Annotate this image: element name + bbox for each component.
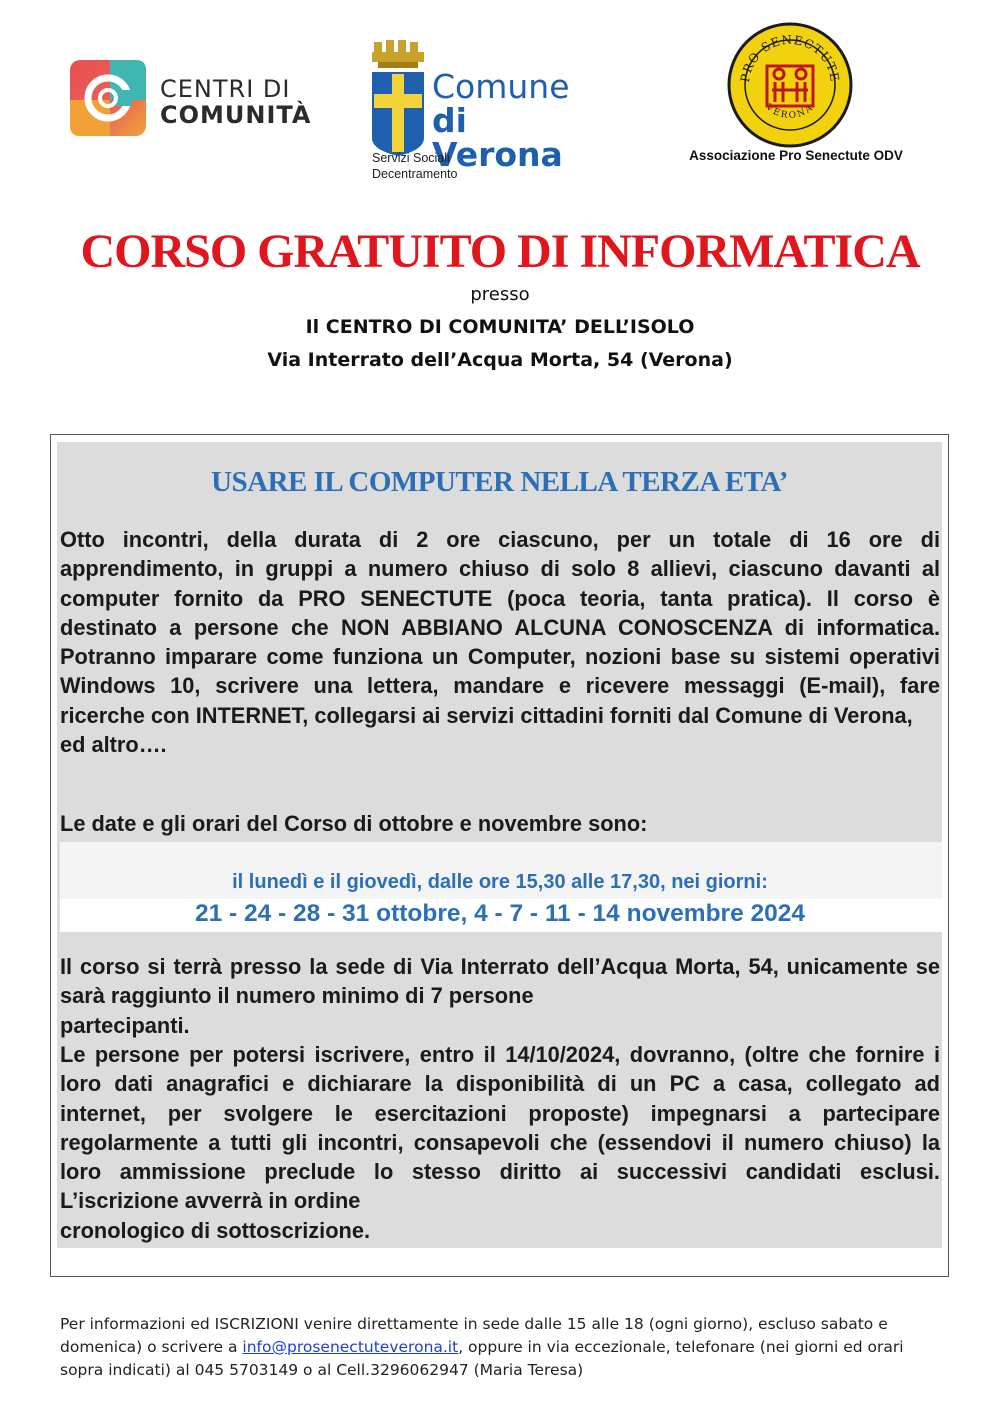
page-title: CORSO GRATUITO DI INFORMATICA (80, 225, 920, 278)
location-note (60, 952, 940, 1040)
contact-footer (60, 1313, 940, 1382)
location-note-end: partecipanti. (60, 1012, 190, 1038)
dates-intro: Le date e gli orari del Corso di ottobre e novembre sono: (60, 811, 648, 836)
enrollment-rules (60, 1040, 940, 1245)
seal-text-top: PRO SENECTUTE (737, 32, 843, 84)
footer-text-before: Per informazioni ed ISCRIZIONI venire direttamente in sede dalle 15 alle 18 (ogni giorno), escluso sabato e domenica) o scrivere a (60, 1315, 888, 1356)
venue-address: Via Interrato dell’Acqua Morta, 54 (Verona) (267, 349, 733, 371)
verona-logo-line1: Comune (432, 67, 570, 106)
pro-senectute-seal-icon (727, 22, 853, 148)
contact-email-link[interactable]: info@prosenectuteverona.it (242, 1338, 459, 1356)
verona-sub-line2: Decentramento (372, 167, 458, 181)
verona-department (372, 150, 457, 182)
schedule-text: il lunedì e il giovedì, dalle ore 15,30 alle 17,30, nei giorni: (232, 871, 768, 893)
enrollment-rules-end: cronologico di sottoscrizione. (60, 1217, 371, 1243)
course-days: 21 - 24 - 28 - 31 ottobre, 4 - 7 - 11 - 14 novembre 2024 (194, 900, 806, 927)
verona-sub-line1: Servizi Sociali (372, 151, 450, 165)
course-title: USARE IL COMPUTER NELLA TERZA ETA’ (211, 466, 788, 498)
verona-logo-line2: di Verona (432, 101, 563, 174)
presso-label: presso (470, 284, 530, 305)
centri-logo-line1: CENTRI DI (160, 75, 291, 103)
footer-text-after: , oppure in via eccezionale, telefonare (nei giorni ed orari sopra indicati) al 045 5703149 o al Cell.3296062947 (Maria Teresa) (60, 1338, 904, 1379)
venue-name: Il CENTRO DI COMUNITA’ DELL’ISOLO (305, 316, 695, 338)
pro-senectute-logo (660, 22, 940, 172)
verona-wordmark (432, 67, 602, 174)
centri-logo-line2: COMUNITÀ (160, 101, 312, 129)
course-description (60, 525, 940, 759)
centri-di-comunita-logo (70, 60, 330, 136)
comune-di-verona-logo (358, 18, 602, 188)
verona-crest-icon (370, 38, 426, 162)
course-description-text: Otto incontri, della durata di 2 ore ciascuno, per un totale di 16 ore di apprendimento, in gruppi a numero chiuso di solo 8 allievi, ciascuno davanti al computer fornito da PRO SENECTUTE (poca teoria, tanta pratica). Il corso è destinato a persone che NON ABBIANO ALCUNA CONOSCENZA di informatica. Potranno imparare come funziona un Computer, nozioni base su sistemi operativi Windows 10, scrivere una lettera, mandare e ricevere messaggi (E-mail), fare ricerche con INTERNET, collegarsi ai servizi cittadini forniti dal Comune di Verona, (60, 527, 940, 728)
centri-di-comunita-wordmark (160, 76, 311, 128)
pro-senectute-caption: Associazione Pro Senectute ODV (689, 148, 903, 163)
seal-text-bottom: VERONA (763, 102, 817, 122)
centri-di-comunita-mark-icon (70, 60, 146, 136)
location-note-text: Il corso si terrà presso la sede di Via Interrato dell’Acqua Morta, 54, unicamente se sarà raggiunto il numero minimo di 7 persone (60, 954, 940, 1009)
course-description-end: ed altro…. (60, 732, 167, 758)
enrollment-rules-text: Le persone per potersi iscrivere, entro il 14/10/2024, dovranno, (oltre che fornire i loro dati anagrafici e dichiarare la disponibilità di un PC a casa, collegato ad internet, per svolgere le esercitazioni proposte) impegnarsi a partecipare regolarmente a tutti gli incontri, consapevoli che (essendovi il numero chiuso) la loro ammissione preclude lo stesso diritto ai successivi candidati esclusi. L’iscrizione avverrà in ordine (60, 1042, 940, 1214)
